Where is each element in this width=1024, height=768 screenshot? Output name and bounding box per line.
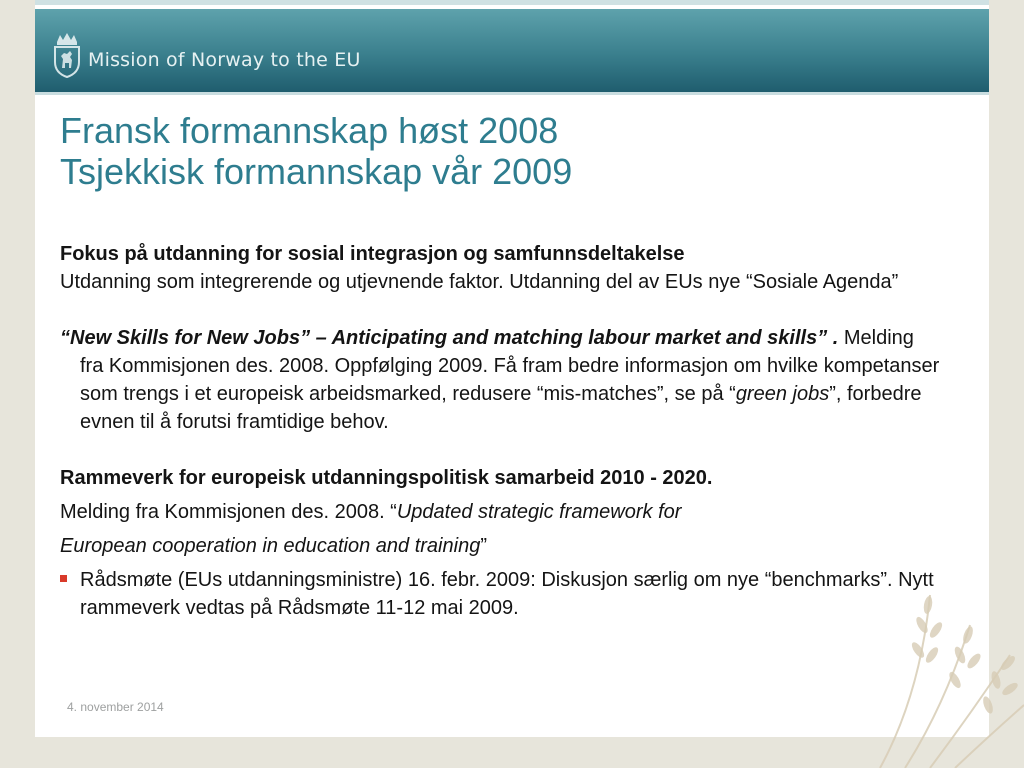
top-accent-strip (35, 0, 989, 5)
spacer (60, 296, 940, 324)
slide-body (60, 240, 940, 622)
slide-title-line-2: Tsjekkisk formannskap vår 2009 (60, 151, 573, 192)
spacer (60, 436, 940, 464)
organization-name: Mission of Norway to the EU (88, 49, 361, 71)
block2-paragraph (60, 324, 940, 436)
block2-text-part2: ”, forbedre evnen til å forutsi framtidige behov. (80, 383, 922, 433)
block3-line1-italic: Updated strategic framework for (396, 501, 682, 523)
block3-line2 (60, 532, 940, 560)
bullet-square-icon (60, 575, 67, 582)
block2-text-part1: Melding fra Kommisjonen des. 2008. Oppfølging 2009. Få fram bedre informasjon om hvilke kompetanser som trengs i et europeisk arbeidsmarked, redusere “mis-matches”, se på “ (80, 327, 940, 405)
footer-date: 4. november 2014 (67, 700, 164, 714)
header-divider (35, 92, 989, 95)
block3-bullet-item (60, 566, 940, 622)
block3-line2-suffix: ” (480, 535, 487, 557)
block3-line1-prefix: Melding fra Kommisjonen des. 2008. “ (60, 501, 397, 523)
block3-line1 (60, 498, 940, 526)
block3-bullet-text: Rådsmøte (EUs utdanningsministre) 16. febr. 2009: Diskusjon særlig om nye “benchmarks”. Nytt rammeverk vedtas på Rådsmøte 11-12 mai 2009. (80, 569, 934, 619)
block1-heading: Fokus på utdanning for sosial integrasjon og samfunnsdeltakelse (60, 243, 685, 265)
block3-heading: Rammeverk for europeisk utdanningspolitisk samarbeid 2010 - 2020. (60, 467, 713, 489)
block3-line2-italic: European cooperation in education and training (60, 535, 481, 557)
slide-title-line-1: Fransk formannskap høst 2008 (60, 110, 559, 151)
block2-title: “New Skills for New Jobs” – Anticipating and matching labour market and skills” . (60, 327, 839, 349)
norway-coat-of-arms-icon (52, 32, 82, 78)
slide-title (60, 110, 572, 192)
block1-text: Utdanning som integrerende og utjevnende faktor. Utdanning del av EUs nye “Sosiale Agenda” (60, 271, 899, 293)
block2-text-italic: green jobs (735, 383, 830, 405)
